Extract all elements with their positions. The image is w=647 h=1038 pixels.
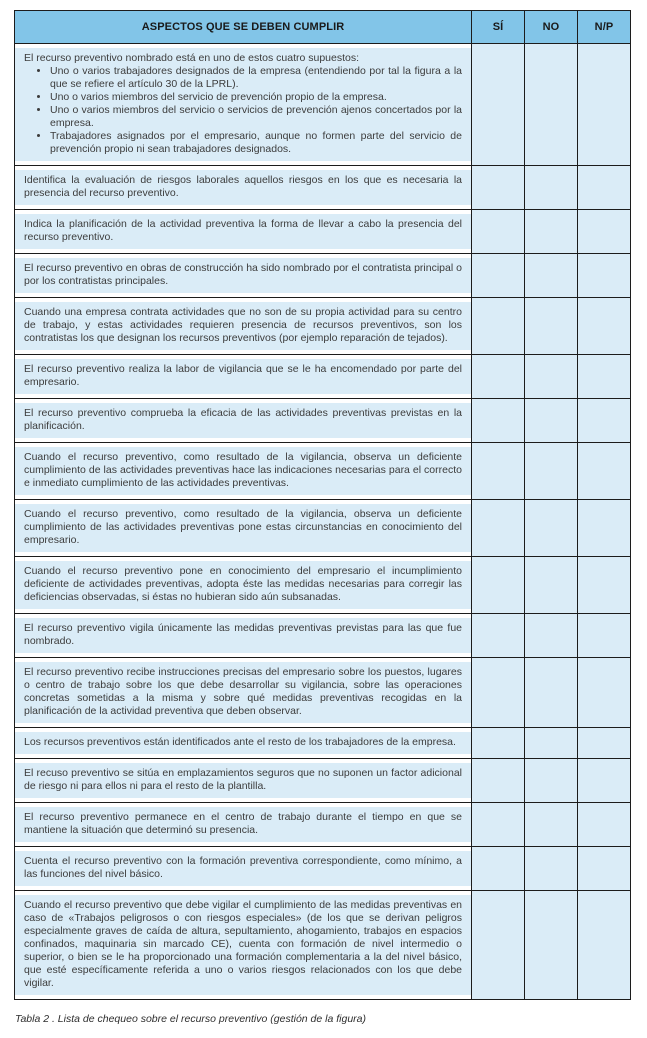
check-cell-np[interactable] [578, 355, 631, 399]
check-cell-si[interactable] [472, 500, 525, 557]
aspect-cell [15, 759, 472, 803]
checklist-table [14, 10, 631, 1000]
aspect-text: El recurso preventivo permanece en el centro de trabajo durante el tiempo en que se mantiene la situación que determinó su presencia. [24, 811, 462, 836]
check-cell-np[interactable] [578, 614, 631, 658]
aspect-text-block [15, 732, 471, 754]
check-cell-np[interactable] [578, 44, 631, 166]
check-cell-no[interactable] [525, 614, 578, 658]
table-row [15, 728, 631, 759]
table-row [15, 210, 631, 254]
aspect-cell [15, 399, 472, 443]
table-row [15, 803, 631, 847]
check-cell-si[interactable] [472, 399, 525, 443]
column-header-no: NO [525, 11, 578, 44]
check-cell-si[interactable] [472, 728, 525, 759]
check-cell-si[interactable] [472, 847, 525, 891]
aspect-cell [15, 803, 472, 847]
check-cell-si[interactable] [472, 298, 525, 355]
check-cell-np[interactable] [578, 658, 631, 728]
check-cell-np[interactable] [578, 891, 631, 1000]
check-cell-np[interactable] [578, 210, 631, 254]
check-cell-np[interactable] [578, 728, 631, 759]
aspect-text-block [15, 403, 471, 438]
check-cell-no[interactable] [525, 891, 578, 1000]
check-cell-no[interactable] [525, 658, 578, 728]
check-cell-si[interactable] [472, 658, 525, 728]
check-cell-no[interactable] [525, 557, 578, 614]
table-row [15, 847, 631, 891]
table-row [15, 614, 631, 658]
aspect-bullet-item: • Uno o varios trabajadores designados de la empresa (entendiendo por tal la figura a la que se refiere el artículo 30 de la LPRL). [50, 65, 462, 91]
aspect-text-block [15, 807, 471, 842]
check-cell-np[interactable] [578, 399, 631, 443]
aspect-cell [15, 355, 472, 399]
aspect-cell [15, 500, 472, 557]
table-row [15, 166, 631, 210]
check-cell-si[interactable] [472, 443, 525, 500]
check-cell-si[interactable] [472, 254, 525, 298]
check-cell-si[interactable] [472, 891, 525, 1000]
checklist-header [15, 11, 631, 44]
aspect-cell [15, 728, 472, 759]
check-cell-no[interactable] [525, 355, 578, 399]
table-row [15, 355, 631, 399]
check-cell-no[interactable] [525, 759, 578, 803]
aspect-text: El recurso preventivo nombrado está en uno de estos cuatro supuestos: [24, 52, 360, 64]
check-cell-no[interactable] [525, 166, 578, 210]
check-cell-si[interactable] [472, 759, 525, 803]
column-header-si: SÍ [472, 11, 525, 44]
checklist-body [15, 44, 631, 1000]
check-cell-np[interactable] [578, 759, 631, 803]
aspect-cell [15, 658, 472, 728]
aspect-cell [15, 298, 472, 355]
table-caption: Tabla 2 . Lista de chequeo sobre el recurso preventivo (gestión de la figura) [15, 1013, 366, 1025]
check-cell-si[interactable] [472, 355, 525, 399]
aspect-text: Indica la planificación de la actividad preventiva la forma de llevar a cabo la presencia del recurso preventivo. [24, 218, 462, 243]
aspect-text: El recuso preventivo se sitúa en emplazamientos seguros que no suponen un factor adicional de riesgo ni para ellos ni para el resto de la plantilla. [24, 767, 462, 792]
aspect-bullet-item: • Uno o varios miembros del servicio de prevención propio de la empresa. [50, 91, 462, 104]
aspect-text: Cuando el recurso preventivo que debe vigilar el cumplimiento de las medidas preventivas en caso de «Trabajos peligrosos o con riesgos especiales» (de los que se derivan peligros especialmente graves de caída de altura, sepultamiento, ahogamiento, trabajos en espacios confinados, maquinaria sin marcado CE), cuenta con formación de nivel intermedio o superior, o bien se le ha proporcionado una formación complementaria a la del nivel básico, que esté específicamente referida a uno o varios riesgos relacionados con los que debe vigilar. [24, 899, 462, 989]
table-row [15, 500, 631, 557]
check-cell-np[interactable] [578, 803, 631, 847]
check-cell-no[interactable] [525, 803, 578, 847]
check-cell-no[interactable] [525, 500, 578, 557]
aspect-cell [15, 557, 472, 614]
aspect-cell [15, 891, 472, 1000]
aspect-text: El recurso preventivo vigila únicamente las medidas preventivas previstas para las que fue nombrado. [24, 622, 462, 647]
aspect-text: Identifica la evaluación de riesgos laborales aquellos riesgos en los que es necesaria la presencia del recurso preventivo. [24, 174, 462, 199]
aspect-text-block [15, 851, 471, 886]
aspect-text: El recurso preventivo recibe instrucciones precisas del empresario sobre los puestos, lugares o centro de trabajo sobre los que debe desarrollar su vigilancia, sobre las operaciones concretas sometidas a la misma y sobre qué medidas preventivas recogidas en la planificación de la actividad preventiva que deben observar. [24, 666, 462, 717]
aspect-text: Cuando una empresa contrata actividades que no son de su propia actividad para su centro de trabajo, y estas actividades requieren presencia de recursos preventivos, son los contratistas los que designan los recursos preventivos (por ejemplo reparación de tejados). [24, 306, 462, 344]
check-cell-si[interactable] [472, 803, 525, 847]
aspect-text-block [15, 258, 471, 293]
aspect-bullet-list [24, 65, 462, 156]
aspect-cell [15, 44, 472, 166]
check-cell-si[interactable] [472, 166, 525, 210]
check-cell-no[interactable] [525, 443, 578, 500]
check-cell-no[interactable] [525, 847, 578, 891]
table-row [15, 298, 631, 355]
column-header-np: N/P [578, 11, 631, 44]
check-cell-np[interactable] [578, 254, 631, 298]
aspect-cell [15, 443, 472, 500]
aspect-text: El recurso preventivo realiza la labor de vigilancia que se le ha encomendado por parte del empresario. [24, 363, 462, 388]
check-cell-no[interactable] [525, 44, 578, 166]
aspect-text-block [15, 895, 471, 995]
aspect-text: Cuando el recurso preventivo pone en conocimiento del empresario el incumplimiento deficiente de actividades preventivas, adopta éste las medidas necesarias para corregir las deficiencias observadas, si éstas no hubieran sido aún subsanadas. [24, 565, 462, 603]
check-cell-np[interactable] [578, 847, 631, 891]
table-row [15, 254, 631, 298]
aspect-text: El recurso preventivo comprueba la eficacia de las actividades preventivas previstas en la planificación. [24, 407, 462, 432]
aspect-text-block [15, 359, 471, 394]
aspect-text: El recurso preventivo en obras de construcción ha sido nombrado por el contratista principal o por los contratistas principales. [24, 262, 462, 287]
aspect-text-block [15, 302, 471, 350]
table-row [15, 399, 631, 443]
aspect-cell [15, 614, 472, 658]
aspect-text-block [15, 618, 471, 653]
check-cell-no[interactable] [525, 254, 578, 298]
table-row [15, 658, 631, 728]
check-cell-no[interactable] [525, 210, 578, 254]
table-row [15, 44, 631, 166]
check-cell-si[interactable] [472, 210, 525, 254]
aspect-text-block [15, 504, 471, 552]
check-cell-no[interactable] [525, 298, 578, 355]
table-row [15, 759, 631, 803]
table-row [15, 891, 631, 1000]
aspect-text-block [15, 170, 471, 205]
aspect-text-block [15, 214, 471, 249]
check-cell-no[interactable] [525, 728, 578, 759]
check-cell-np[interactable] [578, 166, 631, 210]
check-cell-np[interactable] [578, 443, 631, 500]
aspect-text: Cuenta el recurso preventivo con la formación preventiva correspondiente, como mínimo, a las funciones del nivel básico. [24, 855, 462, 880]
column-header-aspectos: ASPECTOS QUE SE DEBEN CUMPLIR [15, 11, 472, 44]
aspect-bullet-item: • Trabajadores asignados por el empresario, aunque no formen parte del servicio de prevención propio ni sean trabajadores designados. [50, 130, 462, 156]
check-cell-si[interactable] [472, 557, 525, 614]
aspect-cell [15, 166, 472, 210]
aspect-text-block [15, 662, 471, 723]
check-cell-si[interactable] [472, 44, 525, 166]
check-cell-no[interactable] [525, 399, 578, 443]
aspect-text-block [15, 48, 471, 161]
aspect-text: Cuando el recurso preventivo, como resultado de la vigilancia, observa un deficiente cumplimiento de las actividades preventivas pone estas circunstancias en conocimiento del empresario. [24, 508, 462, 546]
check-cell-si[interactable] [472, 614, 525, 658]
check-cell-np[interactable] [578, 557, 631, 614]
aspect-text: Los recursos preventivos están identificados ante el resto de los trabajadores de la empresa. [24, 736, 456, 748]
aspect-text: Cuando el recurso preventivo, como resultado de la vigilancia, observa un deficiente cumplimiento de las actividades preventivas hace las indicaciones necesarias para el correcto e inmediato cumplimiento de las actividades preventivas. [24, 451, 462, 489]
check-cell-np[interactable] [578, 500, 631, 557]
aspect-text-block [15, 561, 471, 609]
aspect-cell [15, 847, 472, 891]
header-row [15, 11, 631, 44]
aspect-bullet-item: • Uno o varios miembros del servicio o servicios de prevención ajenos concertados por la empresa. [50, 104, 462, 130]
aspect-cell [15, 210, 472, 254]
aspect-text-block [15, 763, 471, 798]
table-row [15, 557, 631, 614]
aspect-cell [15, 254, 472, 298]
check-cell-np[interactable] [578, 298, 631, 355]
table-row [15, 443, 631, 500]
aspect-text-block [15, 447, 471, 495]
